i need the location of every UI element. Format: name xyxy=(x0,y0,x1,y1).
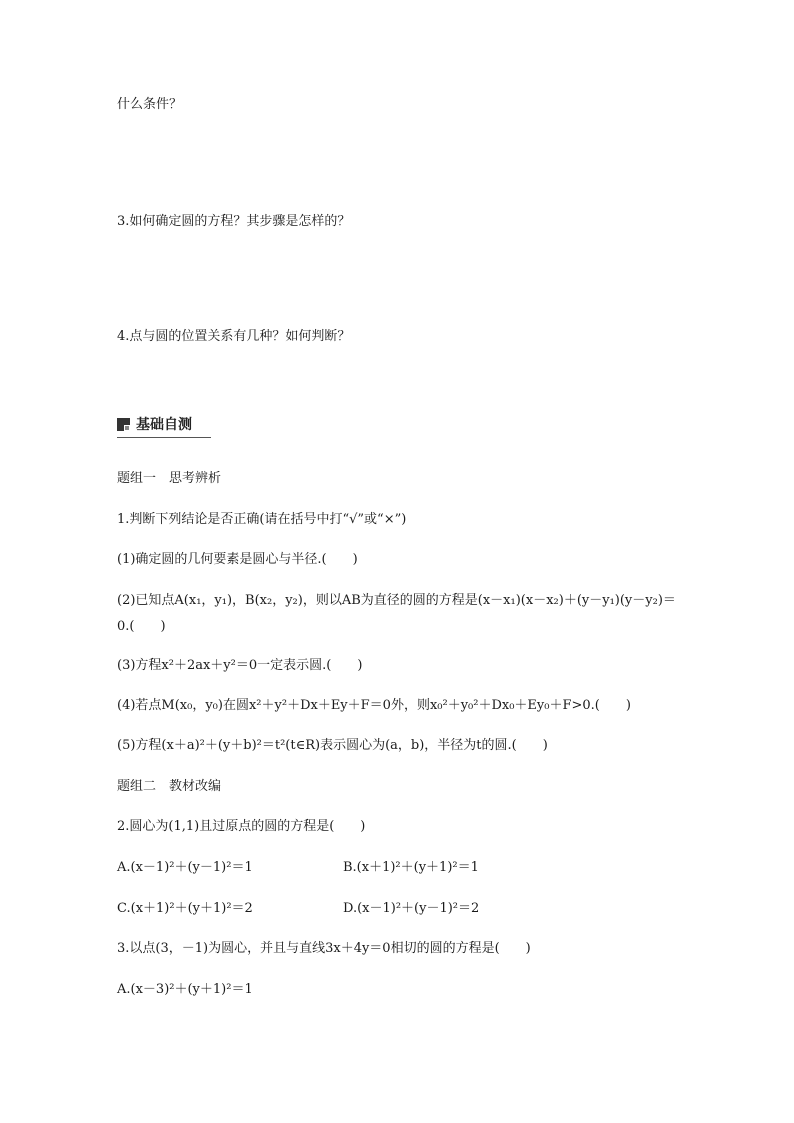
q2-option-c: C.(x＋1)²＋(y＋1)²＝2 xyxy=(117,901,253,916)
question-1-stem: 1.判断下列结论是否正确(请在括号中打“√”或“×”) xyxy=(117,512,407,527)
group-1-label: 题组一 思考辨析 xyxy=(117,471,222,486)
section-header xyxy=(117,414,211,438)
question-4-intro: 4.点与圆的位置关系有几种？如何判断？ xyxy=(117,329,351,344)
section-title: 基础自测 xyxy=(136,417,192,433)
q2-option-a: A.(x－1)²＋(y－1)²＝1 xyxy=(117,860,253,875)
judge-item-3: (3)方程x²＋2ax＋y²＝0一定表示圆.( ) xyxy=(117,658,363,673)
judge-item-1: (1)确定圆的几何要素是圆心与半径.( ) xyxy=(117,552,358,567)
judge-item-2-cont: 0.( ) xyxy=(117,619,166,634)
q2-option-b: B.(x＋1)²＋(y＋1)²＝1 xyxy=(343,860,479,875)
judge-item-2: (2)已知点A(x₁，y₁)，B(x₂，y₂)，则以AB为直径的圆的方程是(x－x₁)(x－x₂)＋(y－y₁)(y－y₂)＝ xyxy=(117,593,676,608)
judge-item-4: (4)若点M(x₀，y₀)在圆x²＋y²＋Dx＋Ey＋F＝0外，则x₀²＋y₀²＋Dx₀＋Ey₀＋F>0.( ) xyxy=(117,698,631,713)
q2-option-d: D.(x－1)²＋(y－1)²＝2 xyxy=(343,901,480,916)
text-condition: 什么条件？ xyxy=(117,97,183,112)
square-bullet-icon xyxy=(117,418,130,431)
section-underline xyxy=(117,437,211,438)
group-2-label: 题组二 教材改编 xyxy=(117,779,222,794)
question-3-stem: 3.以点(3，－1)为圆心，并且与直线3x＋4y＝0相切的圆的方程是( ) xyxy=(117,941,531,956)
q3-option-a: A.(x－3)²＋(y＋1)²＝1 xyxy=(117,982,253,997)
judge-item-5: (5)方程(x＋a)²＋(y＋b)²＝t²(t∈R)表示圆心为(a，b)，半径为t的圆.( ) xyxy=(117,738,548,753)
question-2-stem: 2.圆心为(1,1)且过原点的圆的方程是( ) xyxy=(117,819,366,834)
question-3-intro: 3.如何确定圆的方程？其步骤是怎样的？ xyxy=(117,214,351,229)
